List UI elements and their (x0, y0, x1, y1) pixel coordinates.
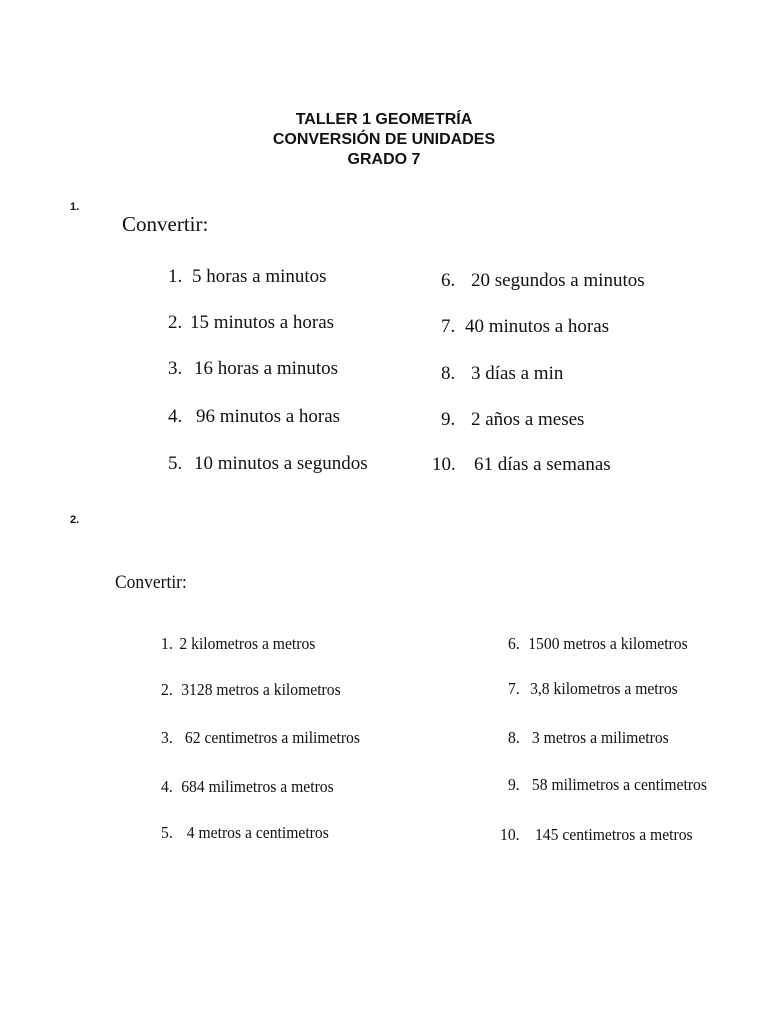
item-text: 145 centimetros a metros (534, 825, 693, 844)
item-text: 16 horas a minutos (194, 358, 339, 379)
document-header (0, 110, 768, 170)
item-number: 2. (168, 312, 183, 333)
item-number: 9. (441, 409, 456, 430)
section-2-item-6 (508, 634, 688, 654)
header-subtitle: CONVERSIÓN DE UNIDADES (272, 131, 496, 148)
section-1-item-6 (441, 270, 645, 292)
section-2-item-9 (508, 775, 707, 795)
item-text: 62 centimetros a milimetros (184, 728, 360, 747)
section-2-item-5 (161, 823, 329, 843)
section-2-item-3 (161, 728, 360, 748)
section-2-convert-label: Convertir: (115, 572, 187, 593)
item-text: 3 metros a milimetros (531, 728, 669, 747)
item-text: 684 milimetros a metros (181, 777, 334, 796)
item-number: 3. (161, 728, 173, 747)
item-number: 8. (508, 728, 520, 747)
section-2-item-1 (161, 634, 315, 654)
section-1-item-8 (441, 363, 563, 385)
item-number: 2. (161, 680, 173, 699)
header-grade: GRADO 7 (347, 151, 421, 168)
section-2-item-7 (508, 679, 678, 699)
section-1-item-4 (168, 406, 340, 428)
item-number: 4. (168, 406, 183, 427)
section-1-convert-label: Convertir: (122, 212, 209, 236)
item-text: 1500 metros a kilometros (528, 634, 688, 653)
item-text: 2 años a meses (471, 409, 585, 430)
item-number: 1. (161, 634, 173, 653)
section-1-number: 1. (70, 201, 80, 213)
section-1-item-7 (441, 316, 609, 338)
section-2-item-8 (508, 728, 669, 748)
section-1-item-3 (168, 358, 338, 380)
item-number: 8. (441, 363, 456, 384)
item-text: 40 minutos a horas (465, 316, 610, 337)
item-number: 3. (168, 358, 183, 379)
item-text: 3128 metros a kilometros (181, 680, 341, 699)
item-text: 3,8 kilometros a metros (530, 679, 678, 698)
item-number: 5. (168, 453, 183, 474)
section-2-item-2 (161, 680, 341, 700)
item-text: 10 minutos a segundos (194, 453, 368, 474)
section-2-item-10 (500, 825, 693, 845)
item-number: 9. (508, 775, 520, 794)
item-text: 58 milimetros a centimetros (531, 775, 707, 794)
item-number: 7. (441, 316, 456, 337)
item-number: 5. (161, 823, 173, 842)
item-text: 61 días a semanas (474, 454, 611, 475)
item-text: 20 segundos a minutos (471, 270, 645, 291)
item-number: 6. (441, 270, 456, 291)
item-number: 10. (500, 825, 520, 844)
item-number: 10. (432, 454, 456, 475)
item-number: 4. (161, 777, 173, 796)
section-2-number: 2. (70, 514, 80, 526)
section-2-item-4 (161, 777, 334, 797)
item-text: 5 horas a minutos (192, 266, 327, 287)
item-number: 7. (508, 679, 520, 698)
item-text: 15 minutos a horas (190, 312, 335, 333)
item-number: 6. (508, 634, 520, 653)
section-1-item-5 (168, 453, 368, 475)
header-title: TALLER 1 GEOMETRÍA (295, 111, 473, 128)
section-1-item-2 (168, 312, 334, 334)
item-text: 96 minutos a horas (196, 406, 341, 427)
item-number: 1. (168, 266, 183, 287)
item-text: 4 metros a centimetros (186, 823, 329, 842)
item-text: 3 días a min (471, 363, 564, 384)
item-text: 2 kilometros a metros (179, 634, 316, 653)
section-1-item-10 (432, 454, 611, 476)
section-1-item-1 (168, 266, 327, 288)
section-1-item-9 (441, 409, 584, 431)
